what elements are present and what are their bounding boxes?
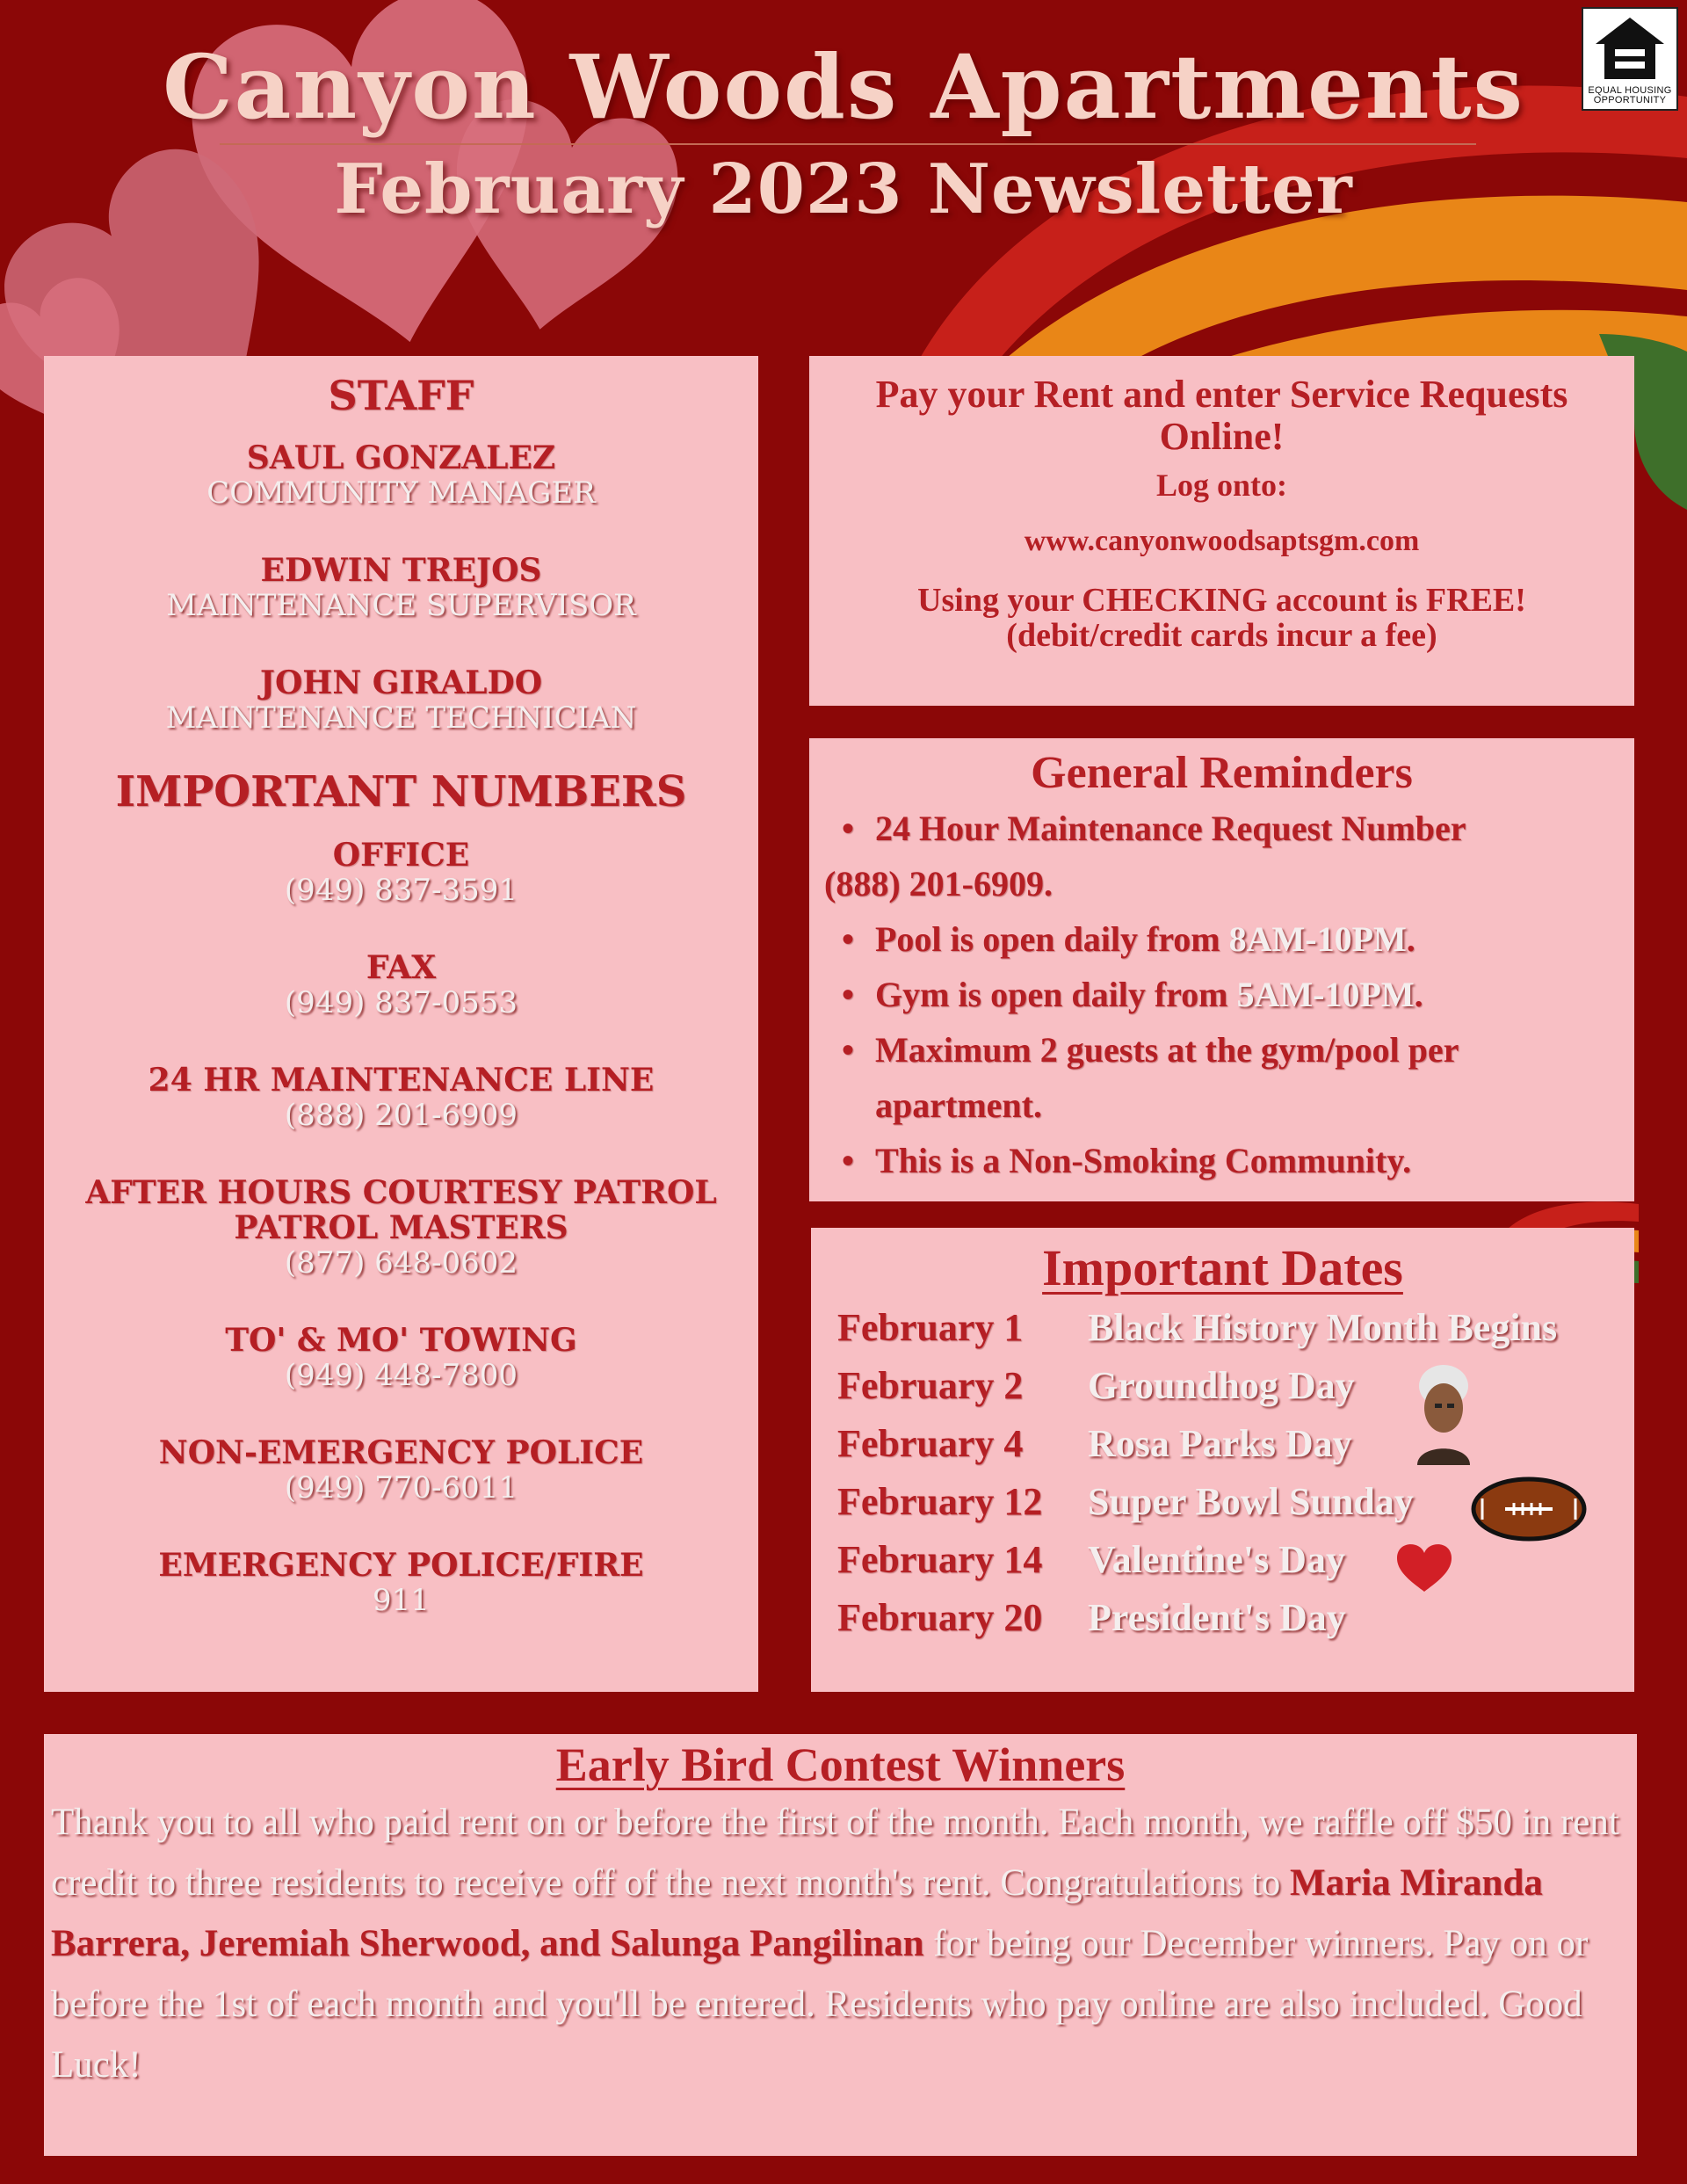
phone-number: (949) 448-7800 — [284, 1358, 518, 1393]
early-bird-text — [44, 1792, 1637, 2095]
number-entry — [44, 1175, 758, 1281]
staff-role: MAINTENANCE TECHNICIAN — [165, 700, 637, 736]
event-label: Groundhog Day — [1088, 1364, 1355, 1407]
staff-member — [44, 665, 758, 736]
equal-housing-text: EQUAL HOUSING OPPORTUNITY — [1588, 85, 1672, 105]
bullet-icon: • — [842, 975, 855, 1014]
date-label: February 14 — [837, 1538, 1043, 1581]
bullet-icon: • — [842, 809, 855, 848]
heart-icon — [1395, 1539, 1453, 1593]
date-label: February 20 — [837, 1596, 1043, 1639]
winners-names: Maria Miranda Barrera, Jeremiah Sherwood, and Salunga Pangilinan — [51, 1862, 1543, 1964]
staff-member — [44, 440, 758, 511]
bullet-icon: • — [842, 1141, 855, 1180]
date-label: February 2 — [837, 1364, 1024, 1407]
list-item — [840, 1022, 1634, 1077]
early-bird-heading: Early Bird Contest Winners — [555, 1738, 1126, 1791]
number-label: 24 HR MAINTENANCE LINE — [148, 1062, 655, 1099]
list-item: • Gym is open daily from 5AM-10PM. — [840, 967, 1634, 1022]
staff-heading: STAFF — [328, 372, 474, 419]
number-entry — [44, 950, 758, 1020]
newsletter-title: Canyon Woods Apartments — [163, 35, 1524, 139]
list-item — [840, 1133, 1634, 1188]
pay-heading-line1: Pay your Rent and enter Service Requests — [875, 373, 1568, 416]
early-bird-panel — [44, 1734, 1637, 2156]
important-numbers-heading: IMPORTANT NUMBERS — [115, 767, 687, 816]
portrait-icon — [1408, 1360, 1479, 1465]
checking-note: Using your CHECKING account is FREE! — [917, 582, 1526, 619]
reminders-list — [824, 801, 1634, 1188]
maintenance-phone: (888) 201-6909. — [824, 864, 1053, 903]
reminder-text: apartment. — [875, 1085, 1042, 1125]
phone-number: (949) 770-6011 — [284, 1470, 518, 1506]
staff-name: EDWIN TREJOS — [260, 552, 542, 589]
event-label: Rosa Parks Day — [1088, 1422, 1352, 1465]
number-label: TO' & MO' TOWING — [225, 1322, 577, 1359]
pay-online-panel — [809, 356, 1634, 706]
number-entry — [44, 1435, 758, 1506]
early-bird-outro: for being our December winners. Pay on or before the 1st of each month and you'll be entered. Residents who pay online are also included. Good Luck! — [51, 1923, 1589, 2086]
list-item — [840, 801, 1634, 856]
reminder-text: This is a Non-Smoking Community. — [875, 1141, 1412, 1180]
staff-name: JOHN GIRALDO — [259, 664, 543, 701]
number-entry — [44, 1323, 758, 1393]
early-bird-intro: Thank you to all who paid rent on or before the first of the month. Each month, we raffle off $50 in rent credit to three residents to receive off of the next month's rent. Congratulations to — [51, 1802, 1619, 1904]
list-item: • Pool is open daily from 8AM-10PM. — [840, 911, 1634, 967]
important-dates-panel — [811, 1228, 1634, 1692]
staff-role: COMMUNITY MANAGER — [206, 475, 596, 511]
gym-hours: 5AM-10PM — [1236, 975, 1415, 1014]
newsletter-subtitle: February 2023 Newsletter — [334, 149, 1353, 229]
reminder-text: Gym is open daily from — [875, 975, 1237, 1014]
bullet-icon: • — [842, 919, 855, 959]
number-label: OFFICE — [332, 837, 470, 874]
event-label: Super Bowl Sunday — [1088, 1480, 1414, 1523]
staff-panel — [44, 356, 758, 1692]
number-entry — [44, 1548, 758, 1618]
number-label: FAX — [366, 949, 437, 986]
card-fee-note: (debit/credit cards incur a fee) — [1006, 617, 1437, 654]
reminder-text: 24 Hour Maintenance Request Number — [875, 809, 1466, 848]
dates-heading: Important Dates — [1042, 1239, 1403, 1296]
football-icon — [1470, 1474, 1589, 1544]
staff-role: MAINTENANCE SUPERVISOR — [166, 588, 636, 623]
bullet-icon: • — [842, 1030, 855, 1070]
pay-heading-line2: Online! — [1159, 415, 1285, 458]
number-label: AFTER HOURS COURTESY PATROL — [85, 1174, 717, 1211]
pool-hours: 8AM-10PM — [1228, 919, 1407, 959]
list-item-continued — [840, 1077, 1634, 1133]
list-item-continued — [824, 856, 1634, 911]
number-entry — [44, 1063, 758, 1133]
phone-number: (949) 837-3591 — [284, 873, 518, 908]
login-label: Log onto: — [1155, 468, 1287, 503]
date-label: February 4 — [837, 1422, 1024, 1465]
title-divider — [220, 143, 1476, 145]
date-label: February 12 — [837, 1480, 1043, 1523]
number-label: NON-EMERGENCY POLICE — [158, 1434, 644, 1471]
event-label: Valentine's Day — [1088, 1538, 1345, 1581]
website-link[interactable]: www.canyonwoodsaptsgm.com — [1024, 525, 1420, 557]
staff-member — [44, 553, 758, 623]
event-label: President's Day — [1088, 1596, 1346, 1639]
reminders-heading: General Reminders — [1031, 748, 1413, 798]
number-label-secondary: PATROL MASTERS — [234, 1209, 568, 1246]
phone-number: (949) 837-0553 — [284, 985, 518, 1020]
reminder-text: Maximum 2 guests at the gym/pool per — [875, 1030, 1459, 1070]
phone-number: (888) 201-6909 — [284, 1098, 518, 1133]
date-label: February 1 — [837, 1306, 1024, 1349]
number-label: EMERGENCY POLICE/FIRE — [158, 1547, 644, 1584]
phone-number: (877) 648-0602 — [284, 1245, 518, 1281]
phone-number: 911 — [373, 1583, 430, 1618]
staff-name: SAUL GONZALEZ — [246, 439, 556, 476]
reminder-text: Pool is open daily from — [875, 919, 1229, 959]
general-reminders-panel — [809, 738, 1634, 1201]
number-entry — [44, 838, 758, 908]
event-label: Black History Month Begins — [1088, 1306, 1558, 1349]
